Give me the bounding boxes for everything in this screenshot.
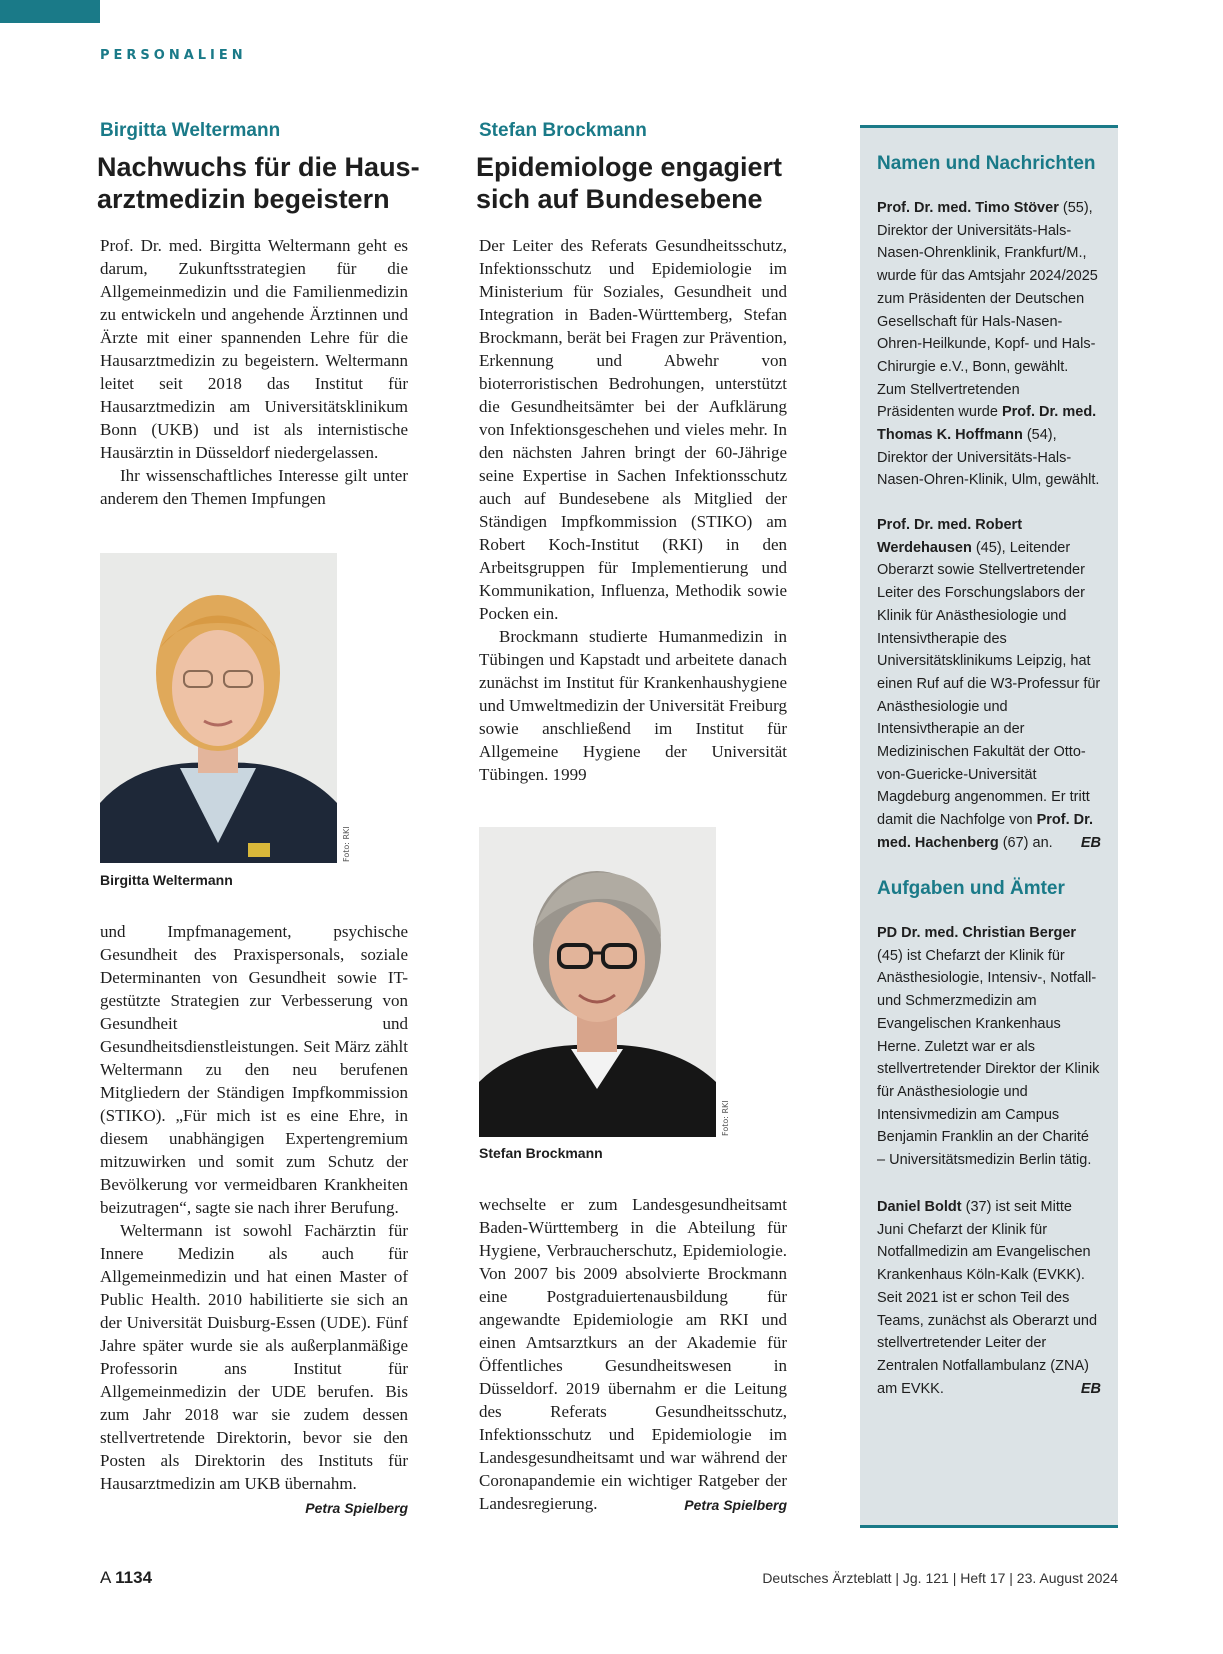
sidebar-office-item-1 (877, 922, 1101, 1172)
article2-para1: Der Leiter des Referats Gesundheitsschutz, Infektionsschutz und Epidemiologie im Ministerium für Soziales, Gesundheit und Integration in Baden-Württemberg, Stefan Brockmann, berät bei Fragen zur Prävention, Erkennung und Abwehr von bioterroristischen Bedrohungen, unterstützt die Gesundheitsämter bei der Aufklärung von Infektionsgeschehen und vieles mehr. In den nächsten Jahren bringt der 60-Jährige seine Expertise in Sachen Infektionsschutz auch auf Bundesebene als Mitglied der Ständigen Impfkommission (STIKO) am Robert Koch-Institut (RKI) in den Arbeitsgruppen für Implementierung und Kommunikation, Influenza, Methodik sowie Pocken ein. (479, 236, 787, 623)
section-label: PERSONALIEN (100, 48, 247, 63)
sidebar-news-item-2 (877, 514, 1101, 855)
brockmann-photo-credit: Foto: RKI (721, 1100, 730, 1136)
article1-para3: Weltermann ist sowohl Fachärztin für Innere Medizin als auch für Allgemeinmedizin und hat einen Master of Public Health. 2010 habilitierte sie sich an der Universität Duisburg-Essen (UDE). Fünf Jahre später wurde sie als außerplanmäßige Professorin ans Institut für Allgemeinmedizin der UDE berufen. Bis zum Jahr 2018 war sie zudem dessen stellvertretende Direktorin, bevor sie den Posten als Direktorin des Instituts für Hausarztmedizin am UKB übernahm. (100, 1221, 408, 1493)
section-color-bar (0, 0, 100, 23)
brockmann-portrait-icon (479, 827, 716, 1137)
office2-name: Daniel Boldt (877, 1199, 962, 1215)
weltermann-portrait-icon (100, 553, 337, 863)
sidebar-office-item-2 (877, 1196, 1101, 1400)
article1-para2-cont: und Impfmanagement, psychische Gesundheit des Praxispersonals, soziale Determinanten von Gesundheit sowie IT-gestützte Strategien zur Verbesserung von Gesundheit und Gesundheitsdienstleistungen. Seit März zählt Weltermann zu den neu berufenen Mitgliedern der Ständigen Impfkommission (STIKO). „Für mich ist es eine Ehre, in diesem unabhängigen Expertengremium mitzuwirken und somit zum Schutz der Bevölkerung vor vermeidbaren Krankheiten beizutragen“, sagte sie nach ihrer Berufung. (100, 922, 408, 1217)
article1-para2-start: Ihr wissenschaftliches Interesse gilt unter anderem den Themen Impfungen (100, 466, 408, 508)
article1-headline-line2: arztmedizin begeistern (97, 184, 390, 214)
article1-headline-line1: Nachwuchs für die Haus- (97, 152, 420, 182)
news2-text2: (67) an. (998, 834, 1053, 851)
article1-body-top (100, 234, 408, 510)
office1-name: PD Dr. med. Christian Berger (877, 925, 1077, 941)
article2-para2-start: Brockmann studierte Humanmedizin in Tübingen und Kapstadt und arbeitete danach zunächst im Institut für Krankenhaushygiene und Umweltmedizin der Universität Freiburg sowie anschließend im Institut für Allgemeine Hygiene der Universität Tübingen. 1999 (479, 627, 787, 784)
news2-text1: (45), Leitender Oberarzt sowie Stellvertretender Leiter des Forschungslabors der Klinik für Anästhesiologie und Intensivtherapie des Universitätsklinikums Leipzig, hat einen Ruf auf die W3-Professur für Anästhesiologie und Intensivtherapie an der Medizinischen Fakultät der Otto-von-Guericke-Universität Magdeburg angenommen. Er tritt damit die Nachfolge von (877, 539, 1101, 829)
news-signature: EB (1080, 834, 1101, 851)
article1-kicker: Birgitta Weltermann (100, 120, 281, 141)
sidebar-title-names: Namen und Nachrichten (877, 153, 1096, 174)
weltermann-photo-credit: Foto: RKI (342, 826, 351, 862)
news-sidebar (860, 125, 1118, 1528)
article1-body-bottom (100, 920, 408, 1520)
sidebar-title-offices: Aufgaben und Ämter (877, 878, 1065, 899)
brockmann-photo (479, 827, 716, 1137)
news1-text2: (54), Direktor der Universitäts-Hals-Nasen-Ohren-Klinik, Ulm, gewählt. (877, 427, 1100, 489)
page-number-value: 1134 (115, 1568, 153, 1587)
brockmann-caption: Stefan Brockmann (479, 1145, 603, 1161)
publication-info: Deutsches Ärzteblatt | Jg. 121 | Heft 17 | 23. August 2024 (762, 1570, 1118, 1586)
news2-name1: Prof. Dr. med. Robert Werdehausen (877, 517, 1023, 556)
article2-body-top (479, 234, 787, 786)
article2-body-bottom (479, 1193, 787, 1517)
article1-para1: Prof. Dr. med. Birgitta Weltermann geht es darum, Zukunftsstrategien für die Allgemeinmedizin und die Familienmedizin zu entwickeln und angehende Ärztinnen und Ärzte mit einer spannenden Lehre für die Hausarztmedizin zu begeistern. Weltermann leitet seit 2018 das Institut für Hausarztmedizin am Universitätsklinikum Bonn (UKB) und ist als internistische Hausärztin in Düsseldorf niedergelassen. (100, 236, 408, 462)
news1-text1: (55), Direktor der Universitäts-Hals-Nasen-Ohrenklinik, Frankfurt/M., wurde für das Amtsjahr 2024/2025 zum Präsidenten der Deutschen Gesellschaft für Hals-Nasen-Ohren-Heilkunde, Kopf- und Hals-Chirurgie e.V., Bonn, gewählt. Zum Stellvertretenden Präsidenten wurde (877, 200, 1098, 421)
article2-headline (476, 151, 816, 215)
article2-headline-line2: sich auf Bundesebene (476, 184, 763, 214)
article2-author: Petra Spielberg (684, 1497, 787, 1513)
news1-name1: Prof. Dr. med. Timo Stöver (877, 200, 1059, 216)
weltermann-photo (100, 553, 337, 863)
page-number (100, 1568, 152, 1588)
article2-headline-line1: Epidemiologe engagiert (476, 152, 783, 182)
article2-para2-cont: wechselte er zum Landesgesundheitsamt Baden-Württemberg in die Abteilung für Hygiene, Verbraucherschutz, Epidemiologie. Von 2007 bis 2009 absolvierte Brockmann eine Postgraduiertenausbildung für angewandte Epidemiologie am RKI und einen Amtsarztkurs an der Akademie für Öffentliches Gesundheitswesen in Düsseldorf. 2019 übernahm er die Leitung des Referats Gesundheitsschutz, Infektionsschutz und Epidemiologie im Landesgesundheitsamt und war während der Coronapandemie ein wichtiger Ratgeber der Landesregierung. (479, 1195, 787, 1513)
article1-author: Petra Spielberg (305, 1500, 408, 1516)
weltermann-caption: Birgitta Weltermann (100, 872, 233, 888)
page-prefix: A (100, 1568, 111, 1587)
news1-name2: Prof. Dr. med. Thomas K. Hoffmann (877, 404, 1097, 444)
office1-text: (45) ist Chefarzt der Klinik für Anästhesiologie, Intensiv-, Notfall- und Schmerzmedizin am Evangelischen Krankenhaus Herne. Zuletzt war er als stellvertretender Direktor der Klinik für Anästhesiologie und Intensivmedizin am Campus Benjamin Franklin an der Charité – Universitätsmedizin Berlin tätig. (877, 947, 1100, 1169)
sidebar-news-item-1 (877, 197, 1101, 492)
article1-headline (97, 151, 427, 215)
article2-kicker: Stefan Brockmann (479, 120, 647, 141)
news2-name2: Prof. Dr. med. Hachenberg (877, 812, 1093, 851)
office2-text: (37) ist seit Mitte Juni Chefarzt der Klinik für Notfallmedizin am Evangelischen Krankenhaus Köln-Kalk (EVKK). Seit 2021 ist er schon Teil des Teams, zunächst als Oberarzt und stellvertretender Leiter der Zentralen Notfallambulanz (ZNA) am EVKK. (877, 1199, 1098, 1397)
office-signature: EB (1080, 1380, 1101, 1397)
